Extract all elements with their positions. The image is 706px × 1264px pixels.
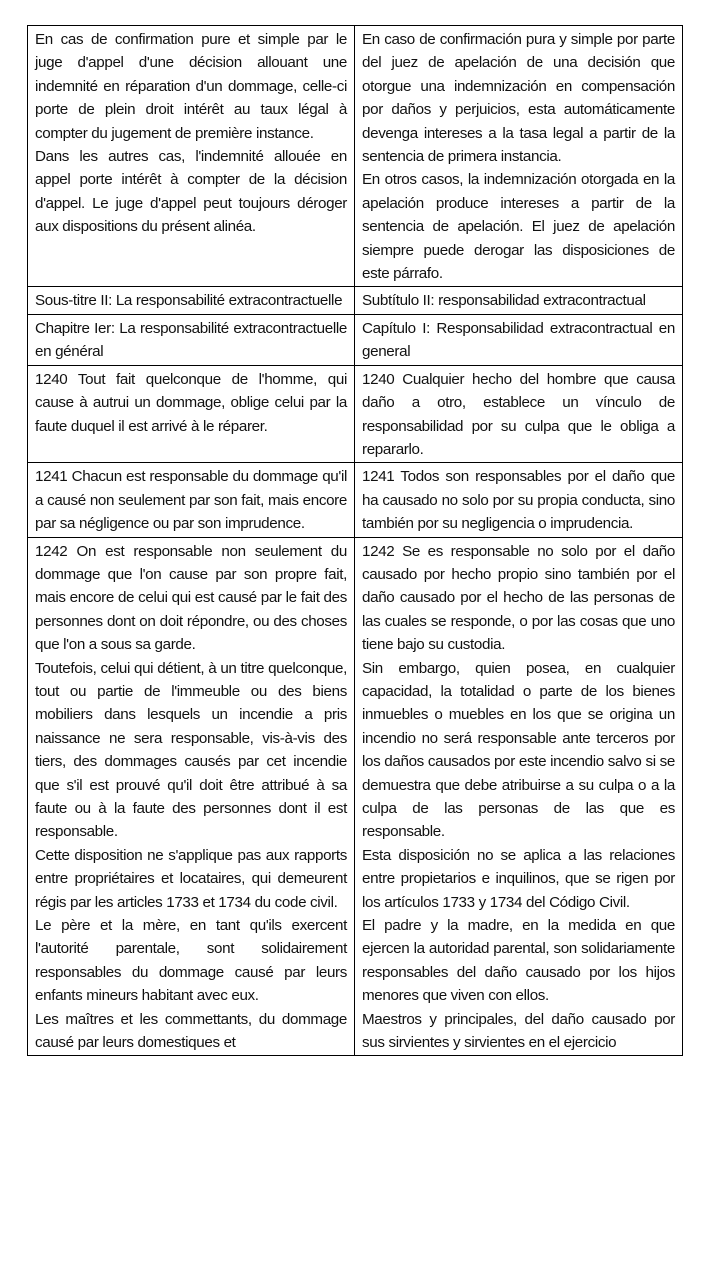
spanish-paragraph: 1242 Se es responsable no solo por el daño causado por hecho propio sino también por el daño causado por el hecho de las personas de las cuales se responde, o por las cosas que uno tiene bajo su custodia.	[362, 542, 675, 654]
spanish-cell	[355, 365, 683, 463]
table-row	[28, 287, 683, 314]
french-cell	[28, 287, 355, 314]
french-cell	[28, 463, 355, 537]
spanish-paragraph: 1240 Cualquier hecho del hombre que causa daño a otro, establece un vínculo de responsabilidad por su culpa que le obliga a repararlo.	[362, 370, 675, 458]
french-paragraph: 1242 On est responsable non seulement du dommage que l'on cause par son propre fait, mais encore de celui qui est causé par le fait des personnes dont on doit répondre, ou des choses que l'on a sous sa garde.	[35, 542, 347, 654]
spanish-paragraph: En caso de confirmación pura y simple por parte del juez de apelación de una decisión que otorgue una indemnización en compensación por daños y perjuicios, esta automáticamente devenga intereses a la tasa legal a partir de la sentencia de primera instancia.	[362, 31, 675, 166]
french-paragraph: 1240 Tout fait quelconque de l'homme, qui cause à autrui un dommage, oblige celui par la faute duquel il est arrivé à le réparer.	[35, 370, 347, 435]
french-paragraph: Dans les autres cas, l'indemnité allouée en appel porte intérêt à compter de la décision d'appel. Le juge d'appel peut toujours déroger aux dispositions du présent alinéa.	[35, 148, 347, 236]
table-row	[28, 314, 683, 365]
spanish-paragraph: Esta disposición no se aplica a las relaciones entre propietarios e inquilinos, que se rigen por los artículos 1733 y 1734 del Código Civil.	[362, 846, 675, 911]
spanish-paragraph: 1241 Todos son responsables por el daño que ha causado no solo por su propia conducta, sino también por su negligencia o imprudencia.	[362, 468, 675, 533]
french-heading: Chapitre Ier: La responsabilité extracontractuelle en général	[35, 319, 347, 361]
spanish-heading: Subtítulo II: responsabilidad extracontractual	[362, 292, 646, 310]
spanish-paragraph: El padre y la madre, en la medida en que ejercen la autoridad parental, son solidariamente responsables del daño causado por los hijos menores que viven con ellos.	[362, 917, 675, 1005]
french-cell	[28, 314, 355, 365]
spanish-paragraph: Sin embargo, quien posea, en cualquier capacidad, la totalidad o parte de los bienes inmuebles o muebles en los que se origina un incendio no será responsable ante terceros por los daños causados por este incendio salvo si se demuestra que debe atribuirse a su culpa o a la culpa de las personas de las que es responsable.	[362, 659, 675, 841]
french-paragraph: En cas de confirmation pure et simple par le juge d'appel d'une décision allouant une indemnité en réparation d'un dommage, celle-ci porte de plein droit intérêt au taux légal à compter du jugement de première instance.	[35, 31, 347, 142]
spanish-paragraph: Maestros y principales, del daño causado por sus sirvientes y sirvientes en el ejercicio	[362, 1010, 675, 1052]
french-heading: Sous-titre II: La responsabilité extracontractuelle	[35, 292, 343, 310]
table-row	[28, 26, 683, 287]
spanish-cell	[355, 463, 683, 537]
spanish-cell	[355, 26, 683, 287]
french-paragraph: 1241 Chacun est responsable du dommage qu'il a causé non seulement par son fait, mais encore par sa négligence ou par son imprudence.	[35, 468, 347, 533]
spanish-cell	[355, 314, 683, 365]
french-paragraph: Les maîtres et les commettants, du dommage causé par leurs domestiques et	[35, 1010, 347, 1052]
spanish-cell	[355, 287, 683, 314]
spanish-paragraph: En otros casos, la indemnización otorgada en la apelación produce intereses a partir de la sentencia de apelación. El juez de apelación siempre puede derogar las disposiciones de este párrafo.	[362, 171, 675, 283]
bilingual-table	[27, 25, 683, 1056]
french-cell	[28, 537, 355, 1056]
spanish-cell	[355, 537, 683, 1056]
table-row	[28, 537, 683, 1056]
table-row	[28, 365, 683, 463]
french-paragraph: Le père et la mère, en tant qu'ils exercent l'autorité parentale, sont solidairement responsables du dommage causé par leurs enfants mineurs habitant avec eux.	[35, 917, 347, 1005]
french-paragraph: Toutefois, celui qui détient, à un titre quelconque, tout ou partie de l'immeuble ou des biens mobiliers dans lesquels un incendie a pris naissance ne sera responsable, vis-à-vis des tiers, des dommages causés par cet incendie que s'il est prouvé qu'il doit être attribué à sa faute ou à la faute des personnes dont il est responsable.	[35, 659, 347, 841]
french-paragraph: Cette disposition ne s'applique pas aux rapports entre propriétaires et locataires, qui demeurent régis par les articles 1733 et 1734 du code civil.	[35, 846, 347, 911]
french-cell	[28, 365, 355, 463]
spanish-heading: Capítulo I: Responsabilidad extracontractual en general	[362, 319, 675, 361]
french-cell	[28, 26, 355, 287]
table-row	[28, 463, 683, 537]
